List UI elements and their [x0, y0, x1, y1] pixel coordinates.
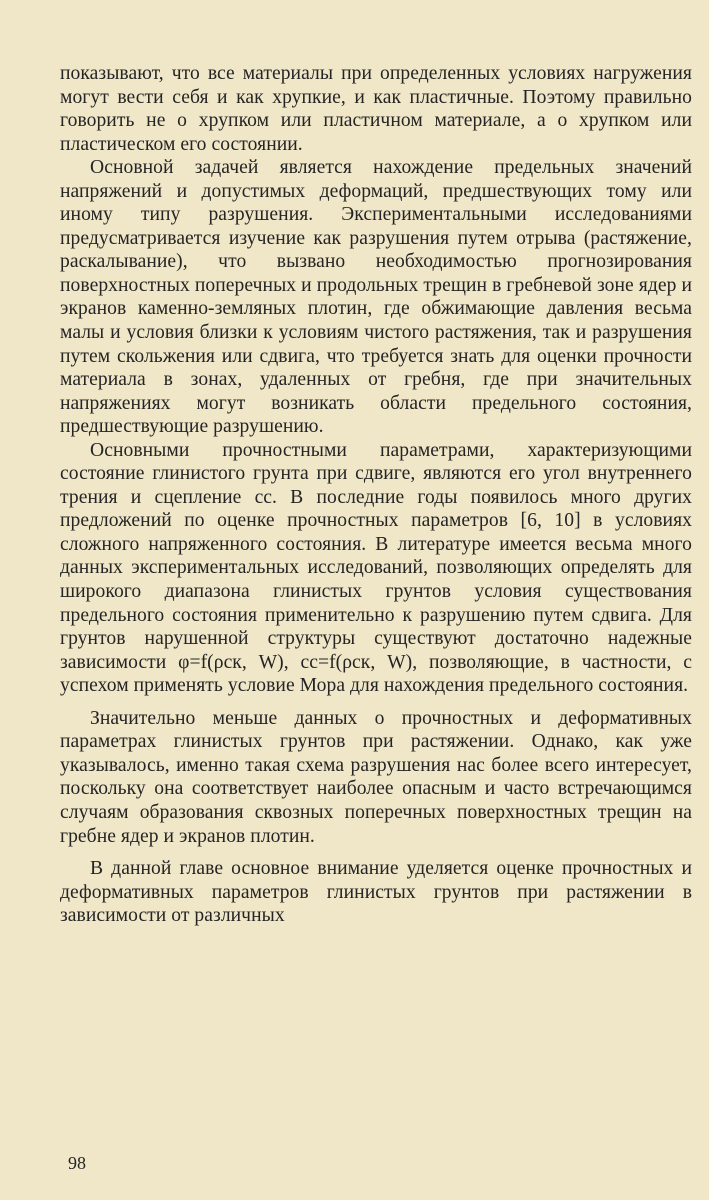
body-text — [60, 62, 692, 928]
paragraph-3: Основными прочностными параметрами, характеризующими состояние глинистого грунта при сдвиге, являются его угол внутреннего трения и сцепление cc. В последние годы появилось много других предложений по оценке прочностных параметров [6, 10] в условиях сложного напряженного состояния. В литературе имеется весьма много данных экспериментальных исследований, позволяющих определять для широкого диапазона глинистых грунтов условия существования предельного состояния применительно к разрушению путем сдвига. Для грунтов нарушенной структуры существуют достаточно надежные зависимости φ=f(ρск, W), cc=f(ρск, W), позволяющие, в частности, с успехом применять условие Мора для нахождения предельного состояния. — [60, 439, 692, 697]
paragraph-5: В данной главе основное внимание уделяется оценке прочностных и деформативных параметров глинистых грунтов при растяжении в зависимости от различных — [60, 858, 692, 927]
paragraph-1: показывают, что все материалы при определенных условиях нагружения могут вести себя и как хрупкие, и как пластичные. Поэтому правильно говорить не о хрупком или пластичном материале, а о хрупком или пластическом его состоянии. — [60, 63, 692, 155]
paragraph-2: Основной задачей является нахождение предельных значений напряжений и допустимых деформаций, предшествующих тому или иному типу разрушения. Экспериментальными исследованиями предусматривается изучение как разрушения путем отрыва (растяжение, раскалывание), что вызвано необходимостью прогнозирования поверхностных поперечных и продольных трещин в гребневой зоне ядер и экранов каменно-земляных плотин, где обжимающие давления весьма малы и условия близки к условиям чистого растяжения, так и разрушения путем скольжения или сдвига, что требуется знать для оценки прочности материала в зонах, удаленных от гребня, где при значительных напряжениях могут возникать области предельного состояния, предшествующие разрушению. — [60, 157, 692, 438]
page-number: 98 — [68, 1153, 86, 1173]
paragraph-4: Значительно меньше данных о прочностных и деформативных параметрах глинистых грунтов при растяжении. Однако, как уже указывалось, именно такая схема разрушения нас более всего интересует, поскольку она соответствует наиболее опасным и часто встречающимся случаям образования сквозных поперечных поверхностных трещин на гребне ядер и экранов плотин. — [60, 707, 692, 847]
